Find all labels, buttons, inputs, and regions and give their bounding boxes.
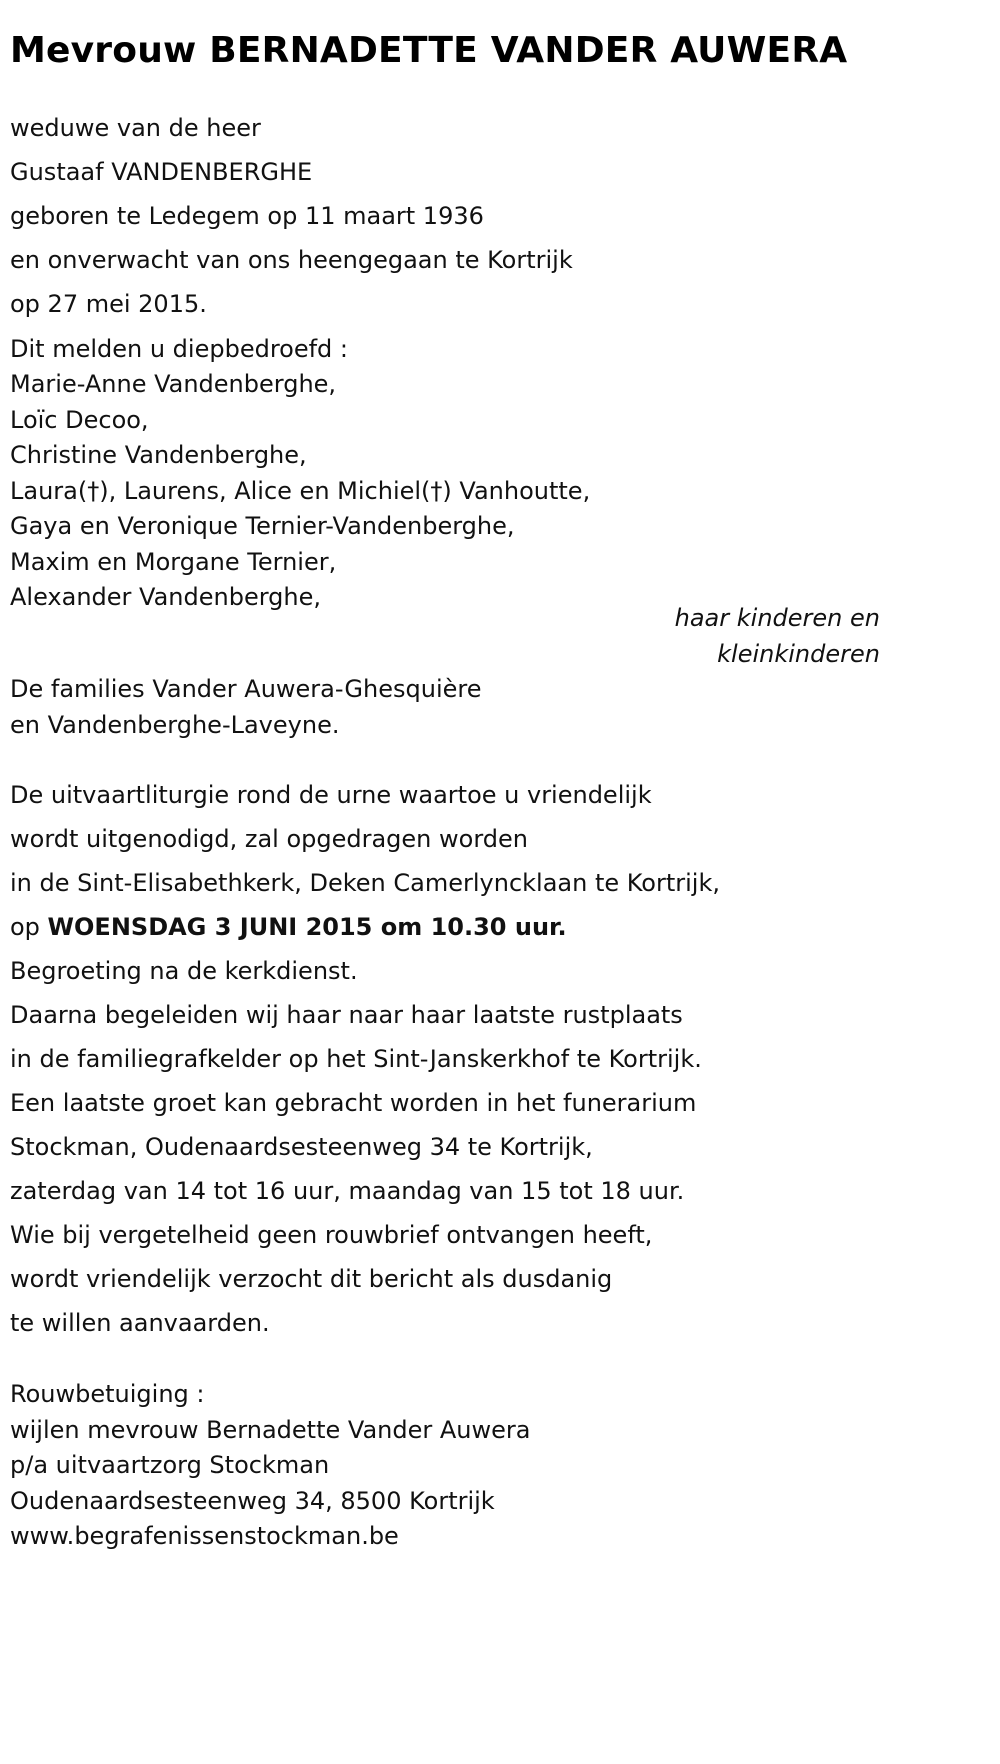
spouse-name: Gustaaf VANDENBERGHE	[10, 158, 313, 186]
condolences-line: wijlen mevrouw Bernadette Vander Auwera	[10, 1416, 531, 1444]
website-link[interactable]: www.begrafenissenstockman.be	[10, 1522, 399, 1550]
families-line1: De families Vander Auwera-Ghesquière	[10, 675, 482, 703]
service-line: wordt vriendelijk verzocht dit bericht als dusdanig	[10, 1265, 613, 1293]
service-date: WOENSDAG 3 JUNI 2015 om 10.30 uur.	[47, 913, 567, 941]
service-date-prefix: op	[10, 913, 48, 941]
mourner-name: Marie-Anne Vandenberghe,	[10, 370, 337, 398]
mourner-name: Maxim en Morgane Ternier,	[10, 548, 337, 576]
service-line: wordt uitgenodigd, zal opgedragen worden	[10, 825, 528, 853]
passing-line: en onverwacht van ons heengegaan te Kortrijk	[10, 246, 573, 274]
service-line: Stockman, Oudenaardsesteenweg 34 te Kortrijk,	[10, 1133, 593, 1161]
service-line: De uitvaartliturgie rond de urne waartoe u vriendelijk	[10, 781, 652, 809]
service-line: zaterdag van 14 tot 16 uur, maandag van 15 tot 18 uur.	[10, 1177, 685, 1205]
condolences-line: Oudenaardsesteenweg 34, 8500 Kortrijk	[10, 1487, 495, 1515]
condolences-heading: Rouwbetuiging :	[10, 1380, 205, 1408]
service-line: Begroeting na de kerkdienst.	[10, 957, 358, 985]
widow-of-line: weduwe van de heer	[10, 114, 261, 142]
mourners-heading: Dit melden u diepbedroefd :	[10, 335, 349, 363]
mourner-name: Loïc Decoo,	[10, 406, 149, 434]
mourner-name: Laura(†), Laurens, Alice en Michiel(†) Vanhoutte,	[10, 477, 591, 505]
relation-label-line2: kleinkinderen	[717, 640, 880, 668]
relation-label-line1: haar kinderen en	[674, 604, 880, 632]
service-line: Daarna begeleiden wij haar naar haar laatste rustplaats	[10, 1001, 683, 1029]
service-line: Een laatste groet kan gebracht worden in het funerarium	[10, 1089, 697, 1117]
service-date-line	[10, 910, 567, 944]
mourner-name: Gaya en Veronique Ternier-Vandenberghe,	[10, 512, 515, 540]
service-line: Wie bij vergetelheid geen rouwbrief ontvangen heeft,	[10, 1221, 653, 1249]
mourner-name: Christine Vandenberghe,	[10, 441, 307, 469]
service-line: in de Sint-Elisabethkerk, Deken Camerlyncklaan te Kortrijk,	[10, 869, 720, 897]
service-line: te willen aanvaarden.	[10, 1309, 270, 1337]
condolences-line: p/a uitvaartzorg Stockman	[10, 1451, 330, 1479]
mourner-name: Alexander Vandenberghe,	[10, 583, 322, 611]
families-line2: en Vandenberghe-Laveyne.	[10, 711, 340, 739]
page-title: Mevrouw BERNADETTE VANDER AUWERA	[10, 30, 848, 71]
birth-line: geboren te Ledegem op 11 maart 1936	[10, 202, 484, 230]
service-line: in de familiegrafkelder op het Sint-Janskerkhof te Kortrijk.	[10, 1045, 702, 1073]
death-date-line: op 27 mei 2015.	[10, 290, 207, 318]
